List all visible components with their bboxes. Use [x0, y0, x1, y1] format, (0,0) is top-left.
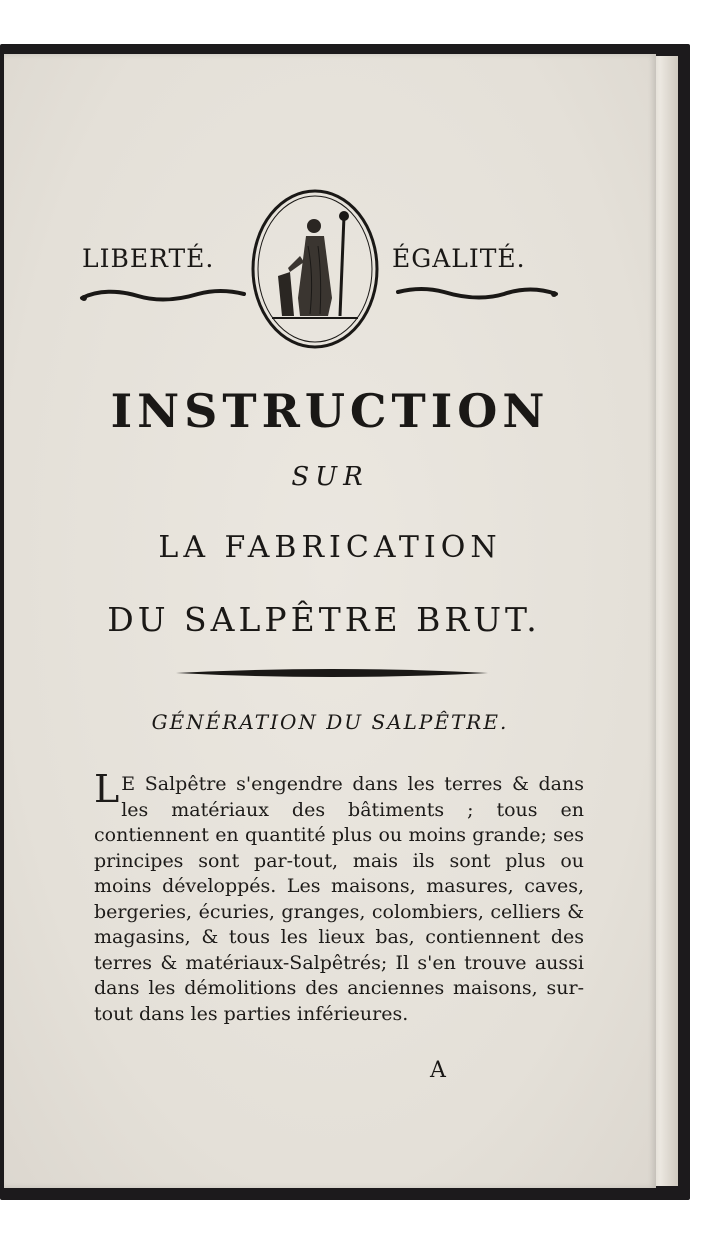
title-du-salpetre-brut: DU SALPÊTRE BRUT.: [107, 600, 541, 639]
section-heading: GÉNÉRATION DU SALPÊTRE.: [151, 710, 509, 734]
divider-rule: [174, 666, 490, 680]
flourish-left-icon: [78, 284, 248, 306]
book-page: [4, 54, 656, 1188]
paragraph-text: E Salpêtre s'engendre dans les terres & dans les matériaux des bâtiments ; tous en contiennent en quantité plus ou moins grande; ses principes sont par-tout, mais ils sont plus ou moins développés. Les maisons, masures, caves, bergeries, écuries, granges, colombiers, celliers & magasins, & tous les lieux bas, contiennent des terres & matériaux-Salpêtrés; Il s'en trouve aussi dans les démolitions des anciennes maisons, sur-tout dans les parties inférieures.: [94, 773, 584, 1025]
title-sur: SUR: [291, 462, 369, 492]
signature-mark: A: [430, 1058, 446, 1083]
motto-liberte: LIBERTÉ.: [82, 244, 215, 273]
body-paragraph: [94, 767, 584, 1027]
title-la-fabrication: LA FABRICATION: [158, 530, 502, 565]
liberty-medallion-icon: [248, 186, 382, 352]
drop-cap: L: [94, 767, 120, 811]
title-instruction: INSTRUCTION: [110, 384, 550, 438]
motto-egalite: ÉGALITÉ.: [392, 244, 526, 273]
flourish-right-icon: [394, 282, 560, 304]
